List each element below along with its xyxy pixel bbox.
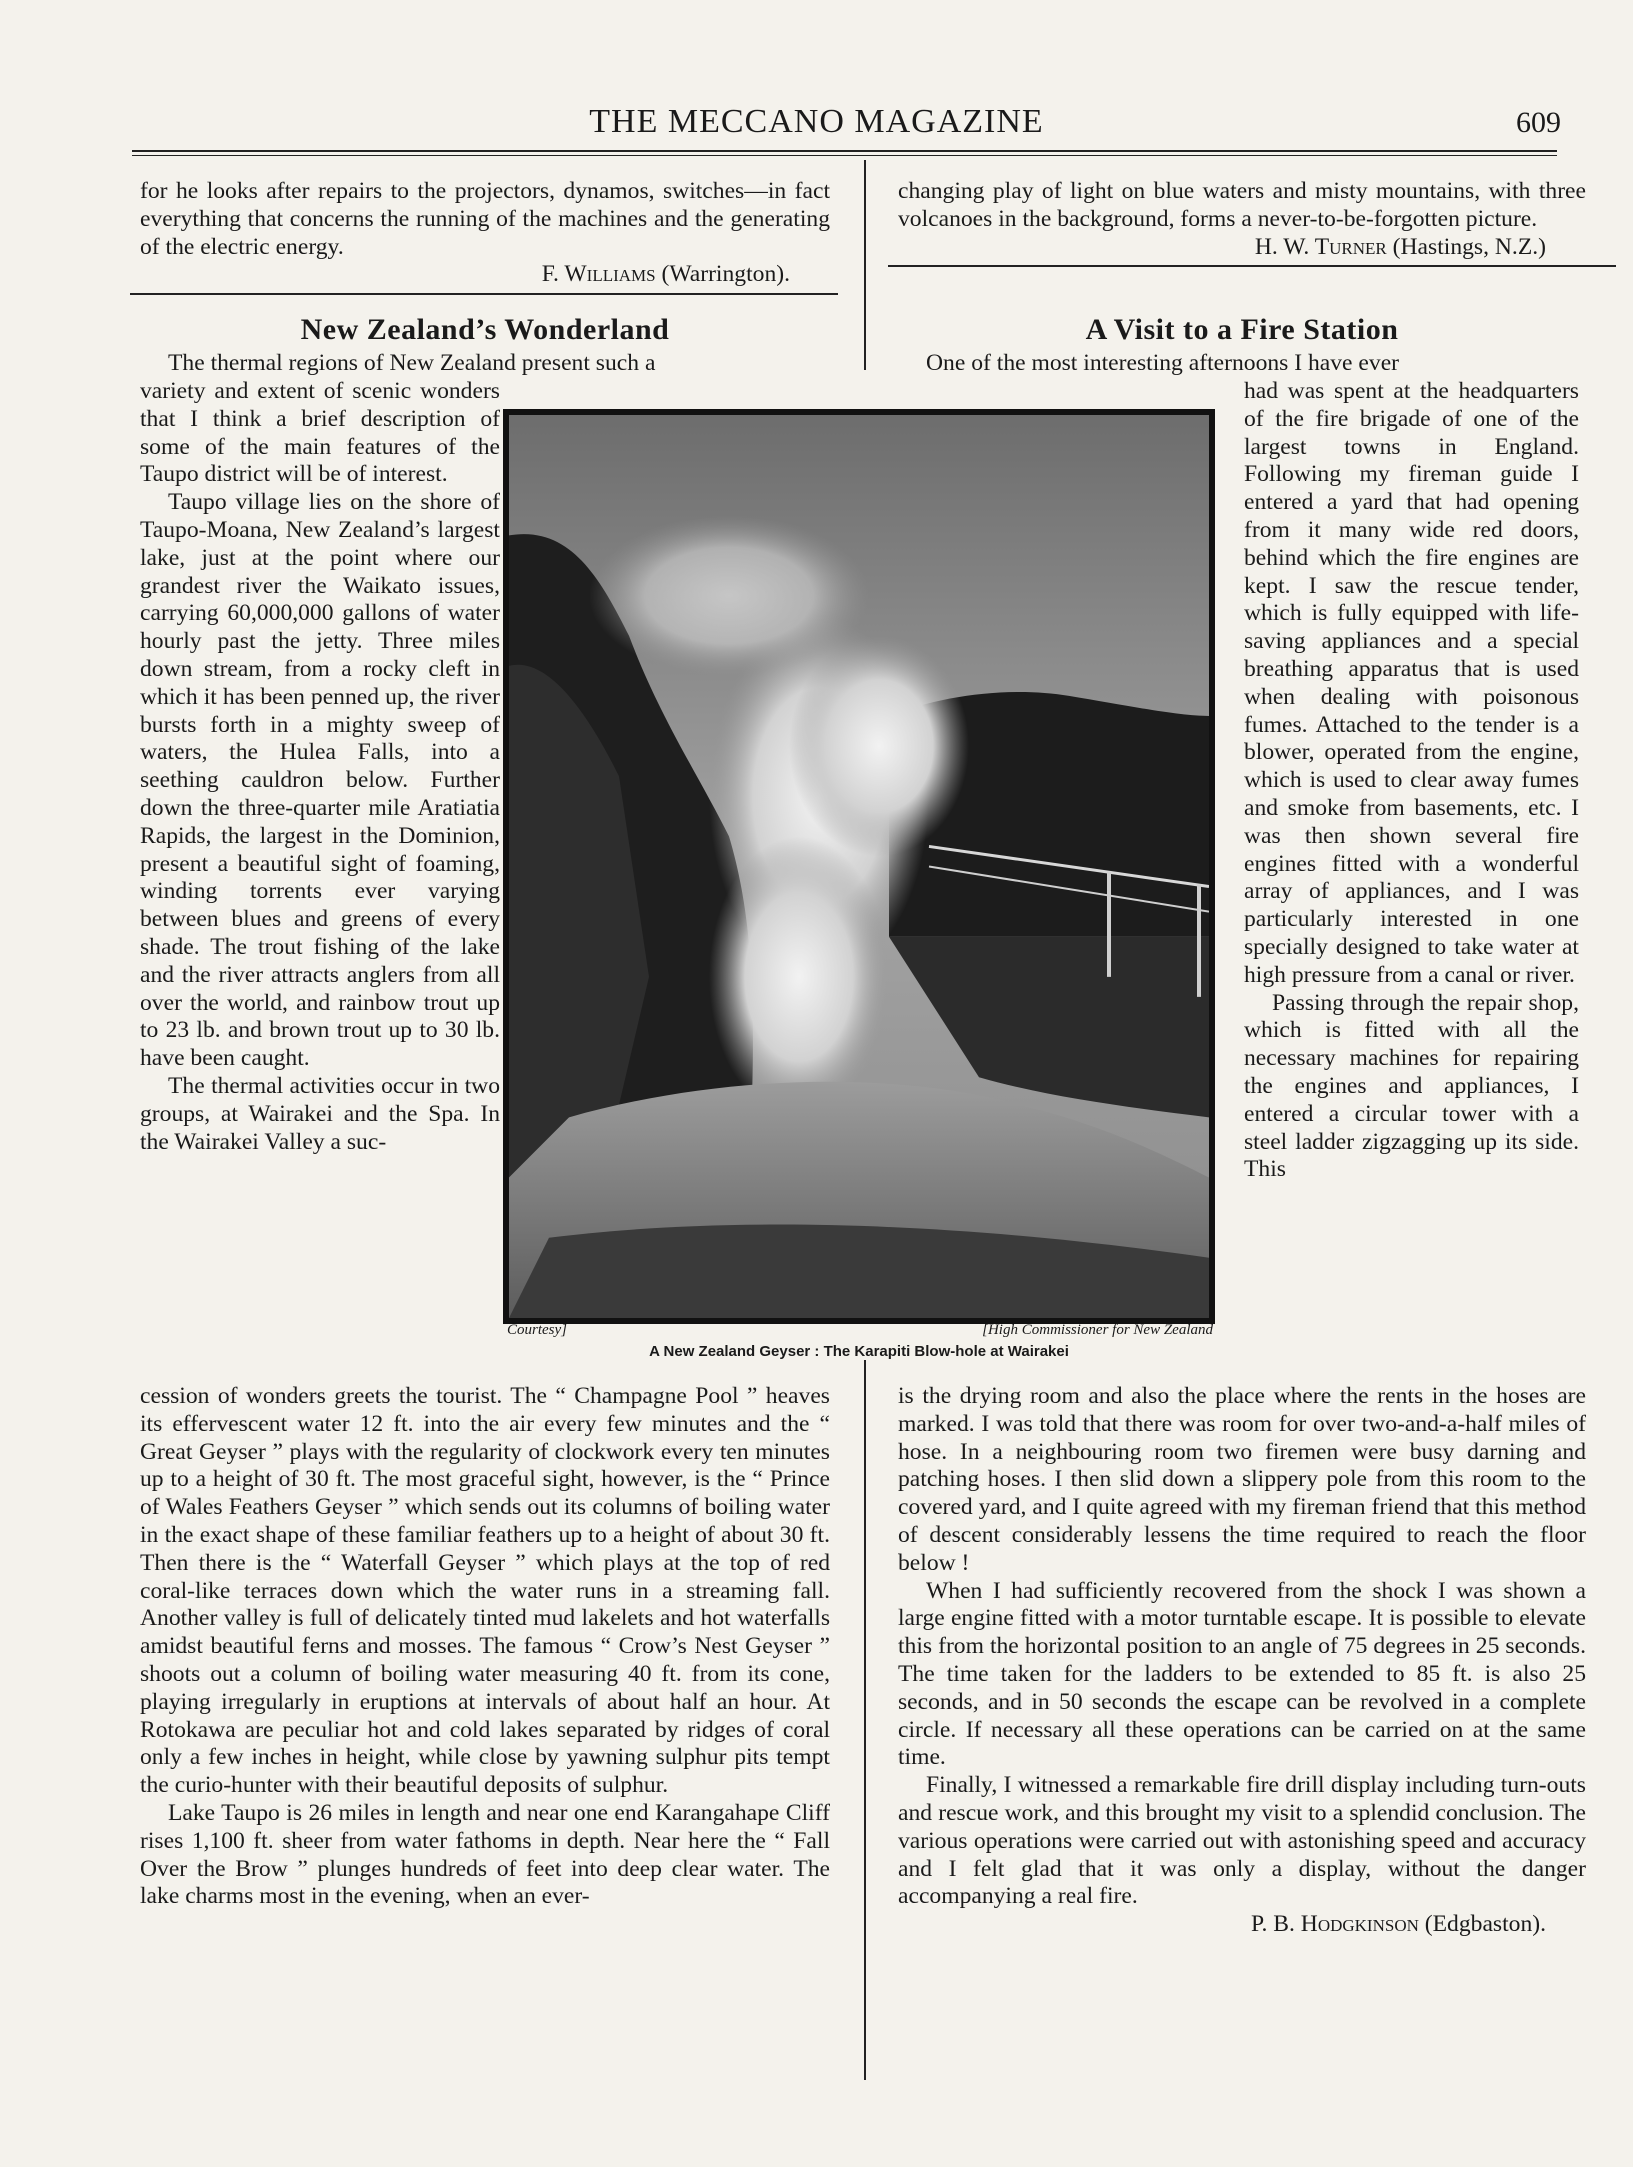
article-nz-para3-full: cession of wonders greets the tourist. The “ Champagne Pool ” heaves its effervescent water 12 ft. into the air every few minutes and the “ Great Geyser ” plays with the regularity of clockwork every ten minutes up to a height of 30 ft. The most graceful sight, however, is the “ Prince of Wales Feathers Geyser ” which sends out its columns of boiling water in the exact shape of these familiar feathers up to a height of about 30 ft. Then there is the “ Waterfall Geyser ” which plays at the top of red coral-like terraces down which the water runs in a streaming fall. Another valley is full of delicately tinted mud lakelets and hot waterfalls amidst beautiful ferns and mosses. The famous “ Crow’s Nest Geyser ” shoots out a column of boiling water measuring 40 ft. from its cone, playing irregularly in eruptions at intervals of about half an hour. At Rotokawa are peculiar hot and cold lakes separated by ridges of coral only a few inches in height, while close by yawning sulphur pits tempt the curio-hunter with their beautiful deposits of sulphur. [140,1383,830,1799]
article-nz-title: New Zealand’s Wonderland [300,313,670,346]
article-fire-para4: Finally, I witnessed a remarkable fire drill display including turn-outs and rescue work, and this brought my visit to a splendid conclusion. The various operations were carried out with astonishing speed and accuracy and I felt glad that it was only a display, without the danger accompanying a real fire. [898,1772,1586,1910]
article-nz-intro-line: The thermal regions of New Zealand present such a [168,350,656,376]
article-nz-intro [140,350,830,378]
right-top-author: H. W. Turner [1254,233,1387,260]
photo-caption: A New Zealand Geyser : The Karapiti Blow-hole at Wairakei [649,1343,1069,1360]
article-nz-para4: Lake Taupo is 26 miles in length and near one end Karangahape Cliff rises 1,100 ft. sheer from water fathoms in depth. Near here the “ Fall Over the Brow ” plunges hundreds of feet into deep clear water. The lake charms most in the evening, when an ever- [140,1799,830,1910]
left-top-text: for he looks after repairs to the projectors, dynamos, switches—in fact everything that concerns the running of the machines and the generating of the electric energy. [140,178,830,260]
left-top-block [140,178,830,295]
header-rule-thin [132,155,1557,156]
article-fire-para3: When I had sufficiently recovered from the shock I was shown a large engine fitted with a motor turntable escape. It is possible to elevate this from the horizontal position to an angle of 75 degrees in 25 seconds. The time taken for the ladders to be extended to 85 ft. is also 25 seconds, and in 50 seconds the escape can be revolved in a complete circle. If necessary all these operations can be carried on at the same time. [898,1577,1586,1771]
page-header-title: THE MECCANO MAGAZINE [589,103,1044,140]
article-fire-signature [898,1911,1586,1939]
photo-credit-left: Courtesy] [507,1322,567,1338]
article-fire-lower [898,1383,1586,1939]
article-nz-wrap-column [140,378,500,1363]
right-top-signature [898,234,1586,262]
right-top-text: changing play of light on blue waters and misty mountains, with three volcanoes in the background, forms a never-to-be-forgotten picture. [898,178,1586,232]
article-fire-place: (Edgbaston). [1424,1911,1546,1938]
photo-credit-right: [High Commissioner for New Zealand [982,1322,1213,1338]
geyser-photo [503,409,1215,1324]
right-top-place: (Hastings, N.Z.) [1392,233,1546,260]
header-rule [132,150,1557,152]
article-nz-para3-wrap: The thermal activities occur in two groups, at Wairakei and the Spa. In the Wairakei Valley a suc- [140,1072,500,1155]
article-fire-para2-wrap: Passing through the repair shop, which is fitted with all the necessary machines for repairing the engines and appliances, I entered a circular tower with a steel ladder zigzagging up its side. This [1244,989,1579,1183]
page-number: 609 [1516,106,1561,139]
article-fire-title: A Visit to a Fire Station [1085,313,1399,346]
article-fire-author: P. B. Hodgkinson [1250,1911,1419,1938]
left-top-signature [140,261,830,289]
article-nz-para2: Taupo village lies on the shore of Taupo-Moana, New Zealand’s largest lake, just at the point where our grandest river the Waikato issues, carrying 60,000,000 gallons of water hourly past the jetty. Three miles down stream, from a rocky cleft in which it has been penned up, the river bursts forth in a mighty sweep of waters, the Hulea Falls, into a seething cauldron below. Further down the three-quarter mile Aratiatia Rapids, the largest in the Dominion, present a beautiful sight of foaming, winding torrents ever varying between blues and greens of every shade. The trout fishing of the lake and the river attracts anglers from all over the world, and rainbow trout up to 23 lb. and brown trout up to 30 lb. have been caught. [140,489,500,1072]
right-top-block [898,178,1586,267]
column-divider-bottom [864,1360,866,2080]
geyser-photo-image [509,415,1209,1318]
left-top-rule [130,293,838,295]
article-fire-wrap-column [1244,378,1579,1383]
left-top-place: (Warrington). [661,261,790,288]
column-divider-top [864,160,866,370]
left-top-author: F. Williams [541,261,656,288]
article-fire-intro [898,350,1586,378]
article-fire-para2-full: is the drying room and also the place where the rents in the hoses are marked. I was told that there was room for over two-and-a-half miles of hose. In a neighbouring room two firemen were busy darning and patching hoses. I then slid down a slippery pole from this room to the covered yard, and I quite agreed with my fireman friend that this method of descent considerably lessens the time required to reach the floor below ! [898,1383,1586,1576]
article-nz-wrap-text: variety and extent of scenic wonders that I think a brief description of some of the main features of the Taupo district will be of interest. [140,378,500,488]
right-top-rule [888,265,1616,267]
article-fire-intro-line: One of the most interesting afternoons I have ever [926,350,1400,376]
article-nz-lower [140,1383,830,1911]
article-nz-title-block [140,308,830,352]
article-fire-wrap-text: had was spent at the headquarters of the fire brigade of one of the largest towns in England. Following my fireman guide I entered a yard that had opening from it many wide red doors, behind which the fire engines are kept. I saw the rescue tender, which is fully equipped with life-saving appliances and a special breathing apparatus that is used when dealing with poisonous fumes. Attached to the tender is a blower, operated from the engine, which is used to clear away fumes and smoke from basements, etc. I was then shown several fire engines fitted with a wonderful array of appliances, and I was particularly interested in one specially designed to take water at high pressure from a canal or river. [1244,378,1579,988]
article-fire-title-block [898,308,1586,352]
